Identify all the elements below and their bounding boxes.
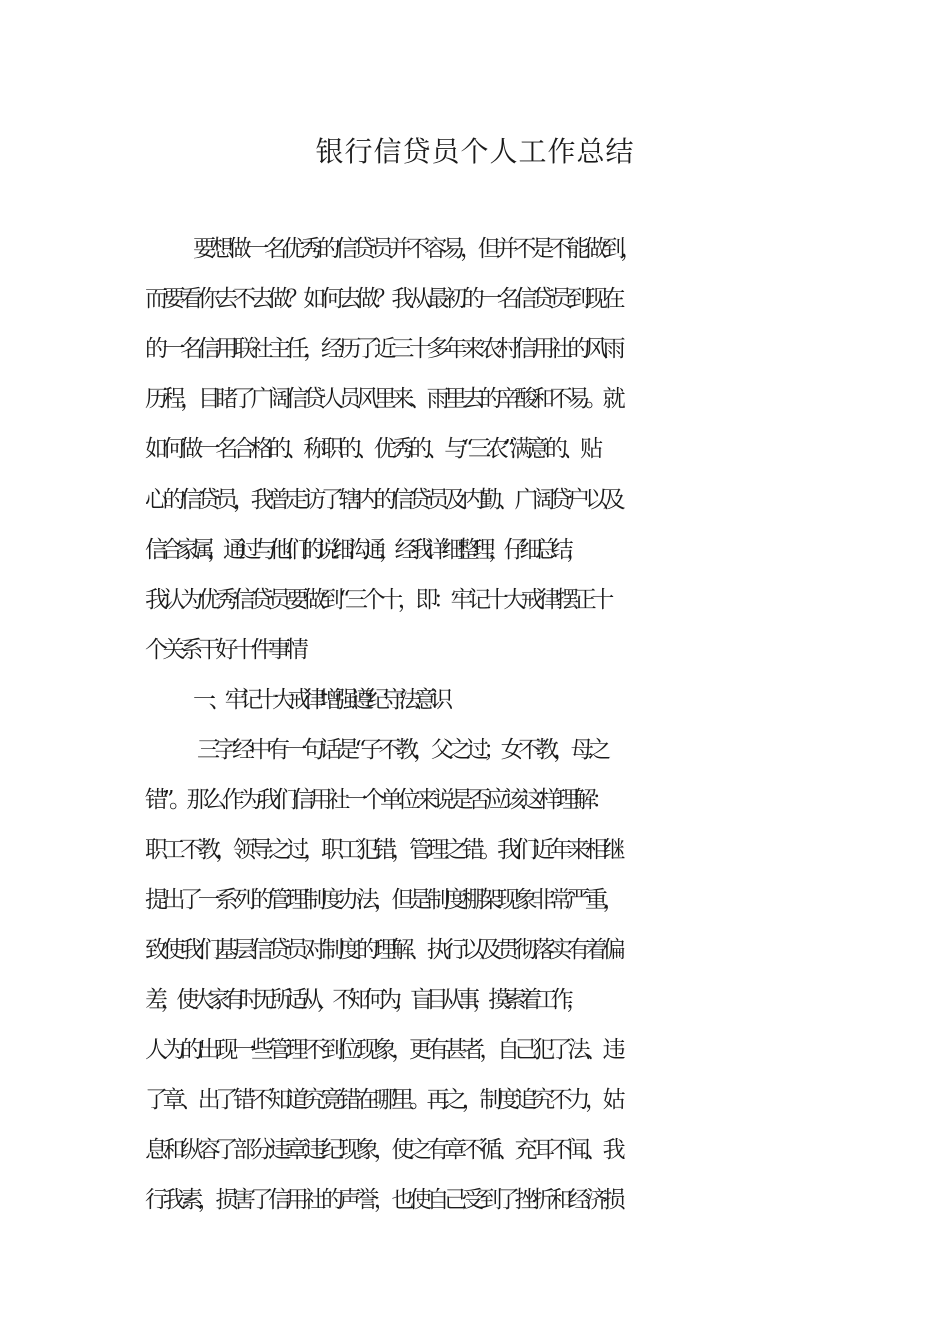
paragraph-line: 息和纵容了部分违章违纪现象，使之有章不循、充耳不闻、我 (145, 1137, 621, 1163)
section-heading: 一、牢记十大戒律 增强遵纪守法意识 (193, 687, 446, 713)
paragraph-line: 错”。那么作为我们信用社一个单位来说是否应该这样理解： (145, 787, 609, 813)
paragraph-line: 致使我们基层信贷员对制度的理解、执行以及贯彻落实有着偏 (145, 937, 621, 963)
paragraph-line: 如何做一名合格的、称职的、优秀的、与“三农”满意的、贴 (145, 436, 598, 462)
paragraph-line: 的一名信用联社主任，经历了近三十多年来农村信用社的风雨 (145, 336, 621, 362)
paragraph-line: 要想做一名优秀的信贷员并不容易，但并不是不能做到， (193, 236, 639, 262)
paragraph-line: 差，使大家有时无所适从，不知何为，盲目从事，摸索着工作， (145, 987, 582, 1013)
paragraph-line: 历程，目睹了广阔信贷人员风里来、雨里去的辛酸和不易。就 (145, 386, 621, 412)
paragraph-line: 职工不教，领导之过，职工犯错，管理之错。我们近年来相继 (145, 837, 621, 863)
paragraph-line: 行我素，损害了信用社的声誉，也使自己受到了挫折和经济损 (145, 1187, 621, 1213)
paragraph-line: 人为的出现一些管理不到位现象，更有甚者，自己犯了法、违 (145, 1037, 621, 1063)
paragraph-line: 个关系干好十件事情 (145, 637, 304, 663)
paragraph-line: 提出了一系列的管理制度办法，但是制度棚架现象非常严重， (145, 887, 621, 913)
paragraph-line: 心的信贷员，我曾走访了辖内的信贷员及内勤、广阔贷户以及 (145, 487, 621, 513)
paragraph-line: 我认为优秀信贷员要做到“三个十，即：牢记十大戒律摆正十 (145, 587, 609, 613)
paragraph-line: 信合家属，通过与他们的说细沟通，经我详细整理，仔细总结， (145, 537, 582, 563)
paragraph-line: 了章、出了错不知道究竟错在哪里。再之，制度追究不力，姑 (145, 1087, 621, 1113)
document-title: 银行信贷员个人工作总结 (315, 135, 635, 168)
paragraph-line: 而要看你去不去做？如何去做？我从最初的一名信贷员到现在 (145, 286, 621, 312)
paragraph-line: 三字经中有一句话是“子不教，父之过；女不教，母之 (197, 737, 606, 763)
